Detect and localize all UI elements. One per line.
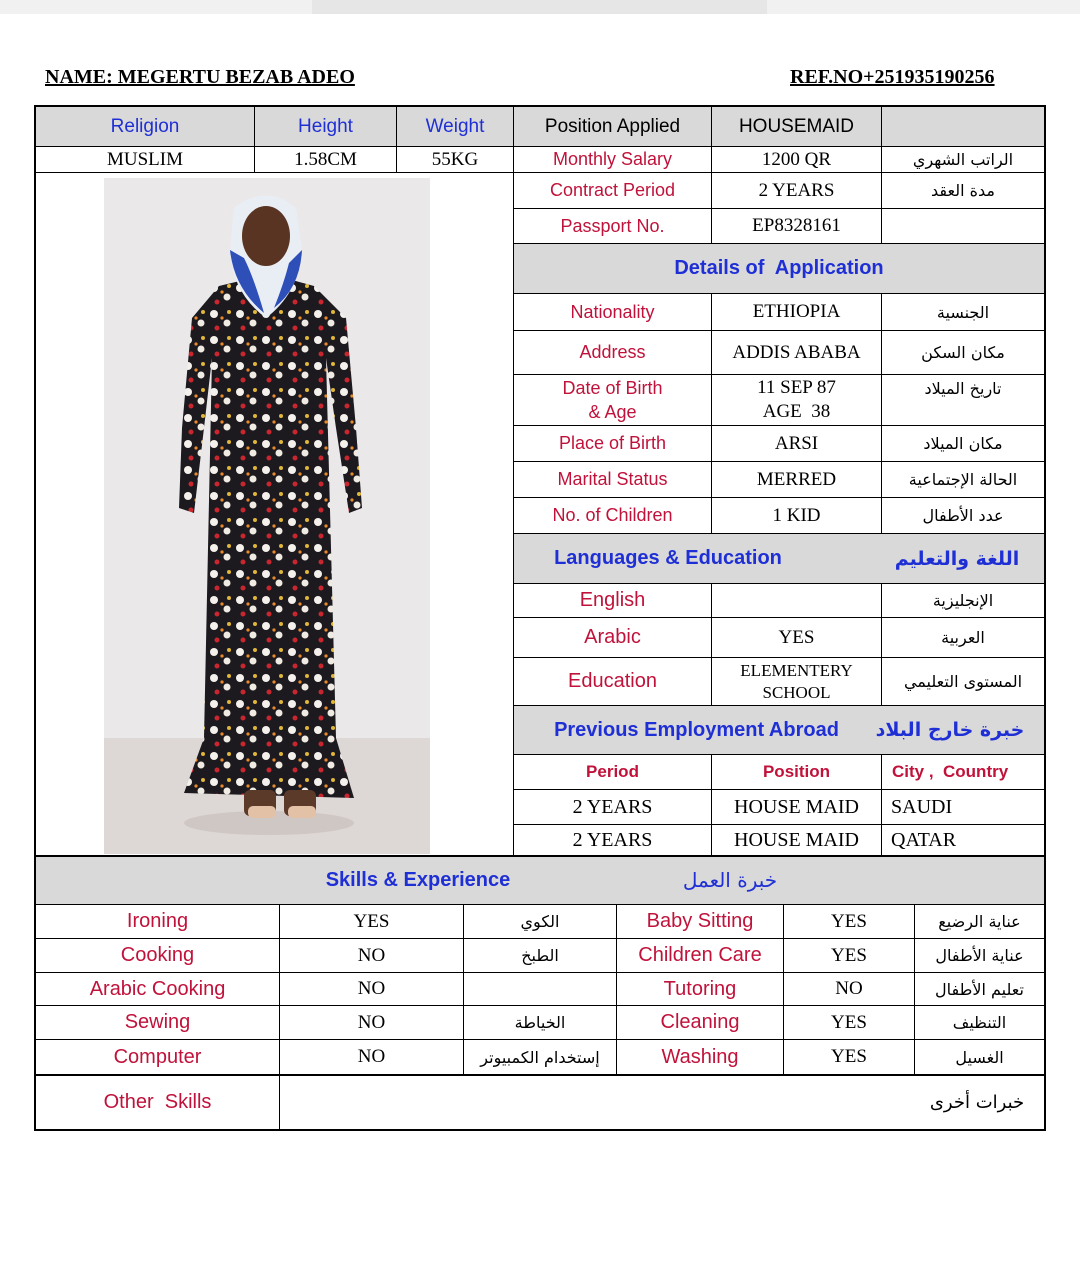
nationality-arabic: الجنسية [936,302,990,322]
dob-label [514,375,711,425]
table-rule [914,904,915,1074]
table-rule [34,972,1046,973]
table-rule [34,1039,1046,1040]
marital-status-value: MERRED [756,468,837,490]
english-value [712,584,881,617]
skill-arabic: الطبخ [521,946,559,965]
dob-label-line2: & Age [588,402,637,422]
place-of-birth-label: Place of Birth [558,433,667,453]
table-rule [34,1129,1046,1131]
employment-position-2: HOUSE MAID [734,828,859,851]
skill-label: Baby Sitting [646,910,754,932]
skill-label: Tutoring [663,977,737,1000]
dob-arabic: تاريخ الميلاد [924,379,1002,398]
table-rule [616,904,617,1074]
table-rule [34,855,1046,857]
employment-country-1: SAUDI [891,795,953,818]
address-label: Address [579,342,646,362]
employment-title: Previous Employment Abroad [554,718,839,741]
table-rule [513,425,1046,426]
skill-arabic: الكوي [520,912,560,931]
table-rule [513,374,1046,375]
table-rule [513,617,1046,618]
table-rule [34,938,1046,939]
skills-title: Skills & Experience [325,868,511,891]
marital-status-arabic: الحالة الإجتماعية [908,470,1018,489]
other-skills-label: Other Skills [103,1090,212,1113]
table-rule [513,583,1046,584]
employment-title-arabic: خبرة خارج البلاد [875,719,1025,741]
table-rule [513,497,1046,498]
skill-label: Sewing [124,1011,191,1033]
employment-period-1: 2 YEARS [572,795,653,818]
table-rule [34,105,36,1131]
education-value [712,658,881,705]
nationality-value: ETHIOPIA [752,301,841,322]
table-rule [279,904,280,1129]
table-rule [34,1005,1046,1006]
table-rule [513,533,1046,534]
children-arabic: عدد الأطفال [922,506,1004,525]
education-value-line2: SCHOOL [762,682,831,702]
skill-arabic [464,973,616,1005]
weight-label: Weight [425,115,485,137]
children-value: 1 KID [772,504,821,526]
skill-label: Children Care [638,944,762,966]
skill-arabic: الغسيل [955,1047,1004,1067]
table-rule [513,824,1046,825]
table-rule [34,904,1046,905]
skill-label: Cooking [120,944,195,966]
skill-arabic: الخياطة [514,1013,566,1032]
skill-value: NO [357,978,386,999]
table-rule [254,105,255,172]
top-margin-band [0,0,1080,14]
education-arabic: المستوى التعليمي [903,672,1023,691]
employment-country-2: QATAR [891,828,957,851]
education-label: Education [568,670,657,692]
skill-value: NO [357,1046,386,1067]
skill-value: YES [831,910,867,932]
place-of-birth-value: ARSI [774,432,819,454]
table-rule [34,146,1046,147]
dob-label-line1: Date of Birth [562,378,663,398]
dob-date: 11 SEP 87 [757,377,836,398]
table-rule [396,105,397,172]
languages-title: Languages & Education [554,547,782,569]
table-rule [34,105,1046,107]
monthly-salary-label: Monthly Salary [552,149,673,169]
table-rule [513,293,1046,294]
skill-label: Cleaning [660,1011,740,1033]
arabic-arabic: العربية [941,628,985,647]
skill-value: YES [831,1011,867,1033]
passport-value: EP8328161 [752,215,841,236]
table-rule [513,208,1046,209]
height-value: 1.58CM [294,148,357,170]
table-rule [513,461,1046,462]
table-rule [1044,105,1046,1131]
applicant-photo [104,178,430,854]
table-rule [881,754,882,855]
table-rule [881,293,882,533]
height-label: Height [298,115,353,137]
arabic-value: YES [778,626,815,648]
dob-age: AGE 38 [762,401,831,422]
passport-label: Passport No. [560,215,665,236]
religion-label: Religion [110,115,180,137]
table-rule [513,754,1046,755]
english-label: English [579,589,646,611]
dob-value [712,375,881,425]
other-skills-arabic: خبرات أخرى [929,1091,1025,1113]
skill-value: NO [357,944,386,966]
weight-value: 55KG [431,148,479,170]
table-rule [513,705,1046,706]
contract-period-value: 2 YEARS [758,179,835,201]
skills-title-arabic: خبرة العمل [682,868,778,892]
skill-label: Ironing [126,910,189,932]
table-rule [881,105,882,243]
skill-arabic: تعليم الأطفال [935,979,1024,999]
address-arabic: مكان السكن [921,343,1005,362]
education-value-line1: ELEMENTERY [740,660,853,680]
table-rule [34,1074,1046,1076]
skill-arabic: عناية الرضيع [938,912,1021,931]
table-rule [513,330,1046,331]
table-rule [711,105,712,243]
skill-label: Arabic Cooking [89,977,226,1000]
table-rule [711,293,712,533]
skill-value: NO [357,1011,386,1033]
employment-position-1: HOUSE MAID [734,795,859,818]
table-rule [711,754,712,855]
position-header: Position [762,762,831,781]
contract-period-label: Contract Period [549,180,676,200]
table-rule [783,904,784,1074]
table-rule [513,105,514,855]
table-rule [881,583,882,705]
contract-period-arabic: مدة العقد [931,181,995,200]
employment-period-2: 2 YEARS [572,828,653,851]
details-title: Details of Application [674,257,884,279]
arabic-label: Arabic [584,626,641,648]
candidate-name: NAME: MEGERTU BEZAB ADEO [45,66,355,88]
position-applied-value: HOUSEMAID [738,115,855,137]
languages-title-arabic: اللغة والتعليم [894,547,1020,570]
monthly-salary-value: 1200 QR [761,148,832,170]
address-value: ADDIS ABABA [732,341,861,363]
marital-status-label: Marital Status [557,469,668,489]
table-rule [513,243,1046,244]
reference-number: REF.NO+251935190256 [790,66,995,88]
table-rule [513,172,1046,173]
children-label: No. of Children [552,505,673,525]
monthly-salary-arabic: الراتب الشهري [912,150,1014,169]
skill-value: YES [831,944,867,966]
table-rule [513,657,1046,658]
skill-label: Computer [113,1045,202,1068]
skill-arabic: التنظيف [952,1013,1007,1032]
place-of-birth-arabic: مكان الميلاد [923,434,1003,453]
skill-value: YES [831,1046,867,1067]
skill-label: Washing [661,1045,739,1068]
position-applied-label: Position Applied [544,115,681,137]
period-header: Period [586,762,639,781]
skill-value: YES [353,910,390,932]
table-rule [463,904,464,1074]
skill-value: NO [835,978,863,999]
table-rule [711,583,712,705]
table-rule [513,789,1046,790]
skill-arabic: إستخدام الكمبيوتر [480,1047,600,1067]
table-rule [34,172,513,173]
religion-value: MUSLIM [106,148,183,170]
country-header: City , Country [892,762,1009,781]
english-arabic: الإنجليزية [932,591,994,610]
nationality-label: Nationality [570,301,655,322]
skill-arabic: عناية الأطفال [935,946,1024,965]
